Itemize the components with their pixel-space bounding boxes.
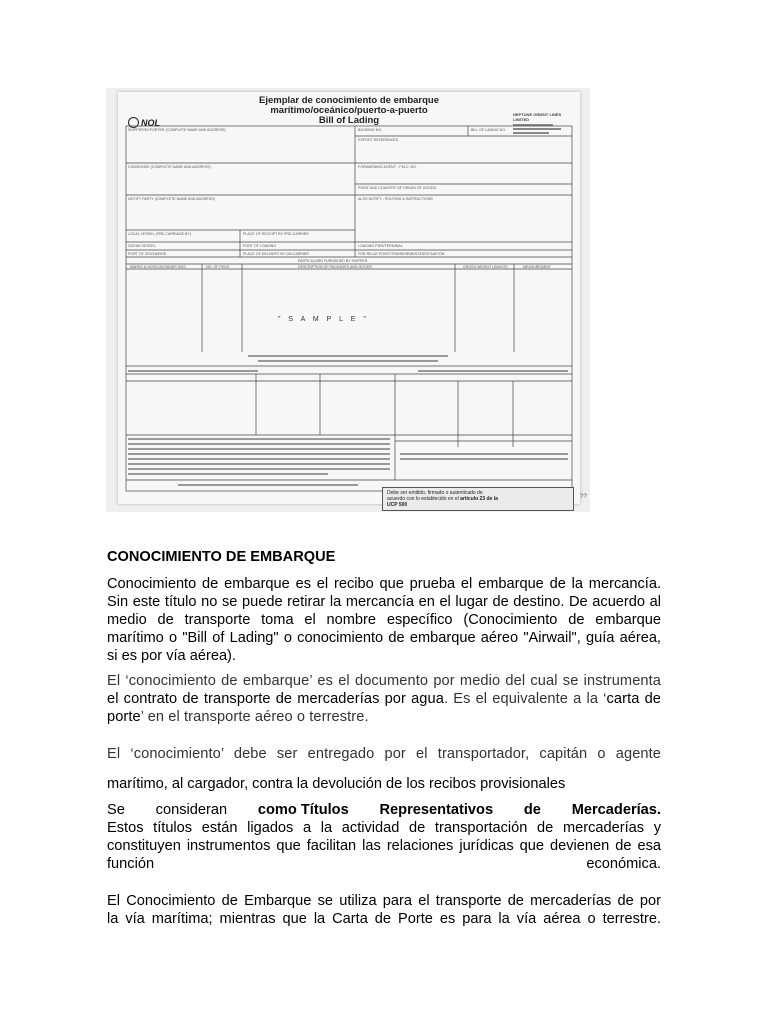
sample-watermark: " S A M P L E "	[278, 316, 369, 323]
p4-word-bold: de	[523, 802, 541, 818]
label-also-notify: ALSO NOTIFY - ROUTING & INSTRUCTIONS	[358, 197, 433, 201]
p2-text-c: . Es el equivalente a la ‘	[443, 691, 607, 707]
label-ocean-vessel: OCEAN VESSEL	[128, 244, 156, 248]
form-title-line1: Ejemplar de conocimiento de embarque	[258, 95, 440, 106]
p2-text-d: carta de	[606, 691, 661, 707]
stamp-line2-bold: artículo 23 de la	[460, 496, 498, 502]
fine-print	[128, 468, 390, 470]
p4-word: Se	[107, 802, 125, 818]
bill-of-lading-image	[106, 88, 590, 512]
logo-text: NOL	[141, 118, 160, 128]
p2-text-e: porte	[107, 709, 141, 725]
paragraph-2	[107, 672, 661, 726]
label-notify: NOTIFY PARTY (COMPLETE NAME AND ADDRESS)	[128, 197, 215, 201]
stamp-line1: Debe ser emitido, firmado o autenticado de	[387, 490, 483, 496]
label-port-discharge: PORT OF DISCHARGE	[128, 252, 167, 256]
form-title-line3: Bill of Lading	[318, 115, 380, 126]
fine-print	[418, 370, 568, 372]
fine-print	[128, 458, 390, 460]
fine-print	[178, 484, 358, 486]
fine-print	[128, 448, 390, 450]
paragraph-3-line1: El ‘conocimiento’ debe ser entregado por el transportador, capitán o agente	[107, 746, 661, 762]
p2-text-f: ’ en el transporte aéreo o terrestre.	[140, 709, 369, 725]
fine-print	[400, 453, 568, 455]
section-heading: CONOCIMIENTO DE EMBARQUE	[107, 549, 336, 565]
fine-print	[128, 443, 390, 445]
fine-print	[258, 360, 438, 362]
label-gross-weight: GROSS WEIGHT LBS/KGS	[463, 265, 508, 269]
label-type-move: FOR RELAY POINT/TRANSHIPMENT/DESTINATION	[358, 252, 445, 256]
paragraph-5-line1: El Conocimiento de Embarque se utiliza para el transporte de mercaderías de por	[107, 893, 661, 909]
p4-word-bold: como Títulos	[257, 802, 349, 818]
paragraph-4-line5: económica.	[586, 856, 661, 872]
form-title-line2: marítimo/oceánico/puerto-a-puerto	[270, 105, 428, 116]
p2-text-b: el contrato de transporte de mercaderías por agua	[107, 691, 444, 707]
carrier-name: NEPTUNE ORIENT LINES LIMITED	[513, 112, 562, 122]
label-export-ref: EXPORT REFERENCES	[358, 138, 399, 142]
paragraph-4-line4: función	[107, 856, 155, 872]
ucp-stamp	[382, 487, 574, 511]
paragraph-1: Conocimiento de embarque es el recibo que prueba el embarque de la mercancía. Sin este título no se puede retirar la mercancía en el lugar de destino. De acuerdo al medio de transporte toma el nombre específico (Conocimiento de embarque marítimo o "Bill of Lading" o conocimiento de embarque aéreo "Airwail", guía aérea, si es por vía aérea).	[107, 576, 661, 664]
label-place-receipt: PLACE OF RECEIPT BY PRE-CARRIER	[243, 232, 309, 236]
label-place-delivery: PLACE OF DELIVERY BY ON-CARRIER	[243, 252, 309, 256]
label-marks: MARKS & NOS/CONTAINER NOS	[130, 265, 186, 269]
fine-print	[128, 438, 390, 440]
fine-print	[128, 463, 390, 465]
label-point-origin: POINT AND COUNTRY OF ORIGIN OF GOODS	[358, 186, 437, 190]
paragraph-5-line2: la vía marítima; mientras que la Carta de Porte es para la vía aérea o terrestre.	[107, 911, 661, 927]
paragraph-3-line2: marítimo, al cargador, contra la devolución de los recibos provisionales	[107, 776, 566, 792]
page-mark: ??	[580, 494, 587, 500]
label-vessel: LOCAL VESSEL (PRE-CARRIAGE BY)	[128, 232, 192, 236]
label-port-loading: PORT OF LOADING	[243, 244, 277, 248]
label-bill-no: BILL OF LADING NO.	[471, 128, 507, 132]
p4-word: consideran	[155, 802, 228, 818]
label-description: DESCRIPTION OF PACKAGES AND GOODS	[298, 265, 372, 269]
fine-print	[128, 453, 390, 455]
label-pkgs: NO. OF PKGS	[206, 265, 230, 269]
form-sheet	[118, 92, 587, 508]
stamp-line2: acuerdo con lo establecido en el	[387, 496, 459, 502]
paragraph-4-line3: constituyen instrumentos que facilitan las relaciones jurídicas que devienen de esa	[107, 838, 661, 854]
label-consignee: CONSIGNEE (COMPLETE NAME AND ADDRESS)	[128, 165, 211, 169]
fine-print	[128, 473, 328, 475]
label-forwarding-agent: FORWARDING AGENT - F.M.C. NO.	[358, 165, 417, 169]
paragraph-4-line1	[107, 801, 661, 819]
label-booking: BOOKING NO.	[358, 128, 383, 132]
fine-print	[248, 355, 448, 357]
fine-print	[128, 370, 258, 372]
fine-print	[400, 458, 568, 460]
label-shipper: SHIPPER/EXPORTER (COMPLETE NAME AND ADDRESS)	[128, 128, 226, 132]
p4-word-bold: Representativos	[379, 802, 494, 818]
label-loading-pier: LOADING PIER/TERMINAL	[358, 244, 403, 248]
label-measurement: MEASUREMENT	[523, 265, 551, 269]
stamp-line3: UCP 500	[387, 502, 408, 508]
paragraph-4-line2: Estos títulos están ligados a la actividad de transportación de mercaderías y	[107, 820, 661, 836]
label-particulars: PARTICULARS FURNISHED BY SHIPPER	[298, 259, 368, 263]
p2-text-a: El ‘conocimiento de embarque’ es el documento por medio del cual se instrumenta	[107, 673, 661, 689]
p4-word-bold: Mercaderías.	[571, 802, 661, 818]
